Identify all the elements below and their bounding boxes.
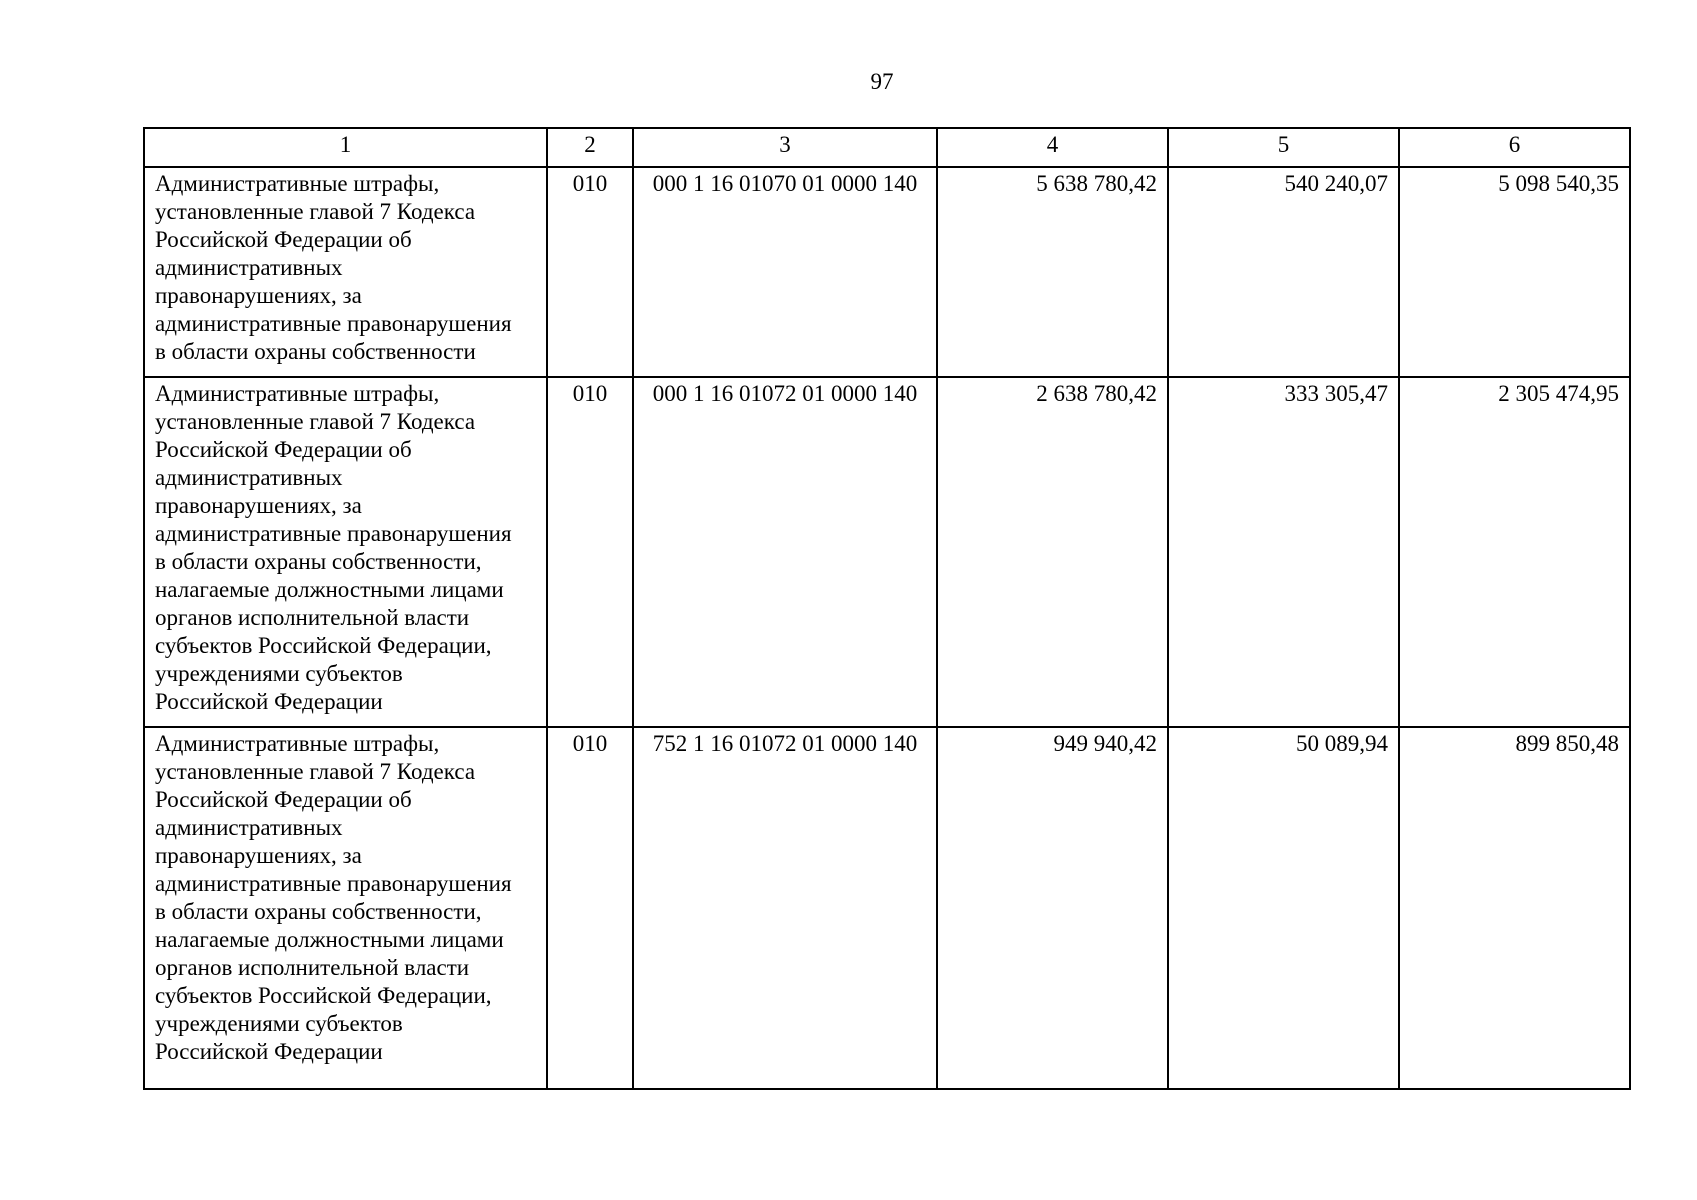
row-name-line: Административные штрафы, [155, 731, 440, 756]
row-name-line: административные правонарушения [155, 311, 512, 336]
executed-amount-cell: 50 089,94 [1168, 727, 1399, 1089]
executed-amount-cell: 333 305,47 [1168, 377, 1399, 727]
line-code-cell: 010 [547, 727, 633, 1089]
page-number: 97 [870, 69, 894, 94]
row-name-line: административных [155, 465, 343, 490]
row-name-line: административных [155, 815, 343, 840]
approved-amount-cell: 2 638 780,42 [937, 377, 1168, 727]
unexecuted-amount-cell: 2 305 474,95 [1399, 377, 1630, 727]
row-name-line: Российской Федерации [155, 689, 383, 714]
column-number-header-row [144, 128, 1630, 167]
row-name-line: установленные главой 7 Кодекса [155, 759, 476, 784]
row-name-line: учреждениями субъектов [155, 661, 403, 686]
row-name-line: Российской Федерации об [155, 787, 412, 812]
row-name-line: административных [155, 255, 343, 280]
row-name-line: Российской Федерации об [155, 227, 412, 252]
row-name-line: органов исполнительной власти [155, 955, 470, 980]
approved-amount-cell: 949 940,42 [937, 727, 1168, 1089]
column-header: 3 [633, 128, 937, 167]
column-header: 6 [1399, 128, 1630, 167]
line-code-cell: 010 [547, 167, 633, 377]
row-name-line: правонарушениях, за [155, 843, 362, 868]
row-name-line: налагаемые должностными лицами [155, 577, 504, 602]
row-name-line: в области охраны собственности, [155, 899, 482, 924]
row-name-line: учреждениями субъектов [155, 1011, 403, 1036]
column-header: 1 [144, 128, 547, 167]
row-name-line: административные правонарушения [155, 521, 512, 546]
income-code-cell: 752 1 16 01072 01 0000 140 [633, 727, 937, 1089]
row-name-line: установленные главой 7 Кодекса [155, 199, 476, 224]
row-name-line: Административные штрафы, [155, 171, 440, 196]
row-name-line: субъектов Российской Федерации, [155, 633, 492, 658]
column-header: 5 [1168, 128, 1399, 167]
approved-amount-cell: 5 638 780,42 [937, 167, 1168, 377]
row-name-line: установленные главой 7 Кодекса [155, 409, 476, 434]
row-name-line: административные правонарушения [155, 871, 512, 896]
row-name-line: в области охраны собственности, [155, 549, 482, 574]
row-name-line: Российской Федерации об [155, 437, 412, 462]
income-code-cell: 000 1 16 01070 01 0000 140 [633, 167, 937, 377]
row-name-line: налагаемые должностными лицами [155, 927, 504, 952]
unexecuted-amount-cell: 899 850,48 [1399, 727, 1630, 1089]
executed-amount-cell: 540 240,07 [1168, 167, 1399, 377]
row-name-line: правонарушениях, за [155, 283, 362, 308]
income-code-cell: 000 1 16 01072 01 0000 140 [633, 377, 937, 727]
column-header: 2 [547, 128, 633, 167]
row-name-line: Российской Федерации [155, 1039, 383, 1064]
row-name-line: субъектов Российской Федерации, [155, 983, 492, 1008]
column-header: 4 [937, 128, 1168, 167]
unexecuted-amount-cell: 5 098 540,35 [1399, 167, 1630, 377]
budget-table [143, 127, 1631, 1090]
row-name-line: органов исполнительной власти [155, 605, 470, 630]
table-row [144, 727, 1630, 1089]
row-name-cell [144, 377, 547, 727]
row-name-line: правонарушениях, за [155, 493, 362, 518]
row-name-cell [144, 167, 547, 377]
table-row [144, 377, 1630, 727]
row-name-line: в области охраны собственности [155, 339, 476, 364]
row-name-line: Административные штрафы, [155, 381, 440, 406]
row-name-cell [144, 727, 547, 1089]
table-row [144, 167, 1630, 377]
line-code-cell: 010 [547, 377, 633, 727]
